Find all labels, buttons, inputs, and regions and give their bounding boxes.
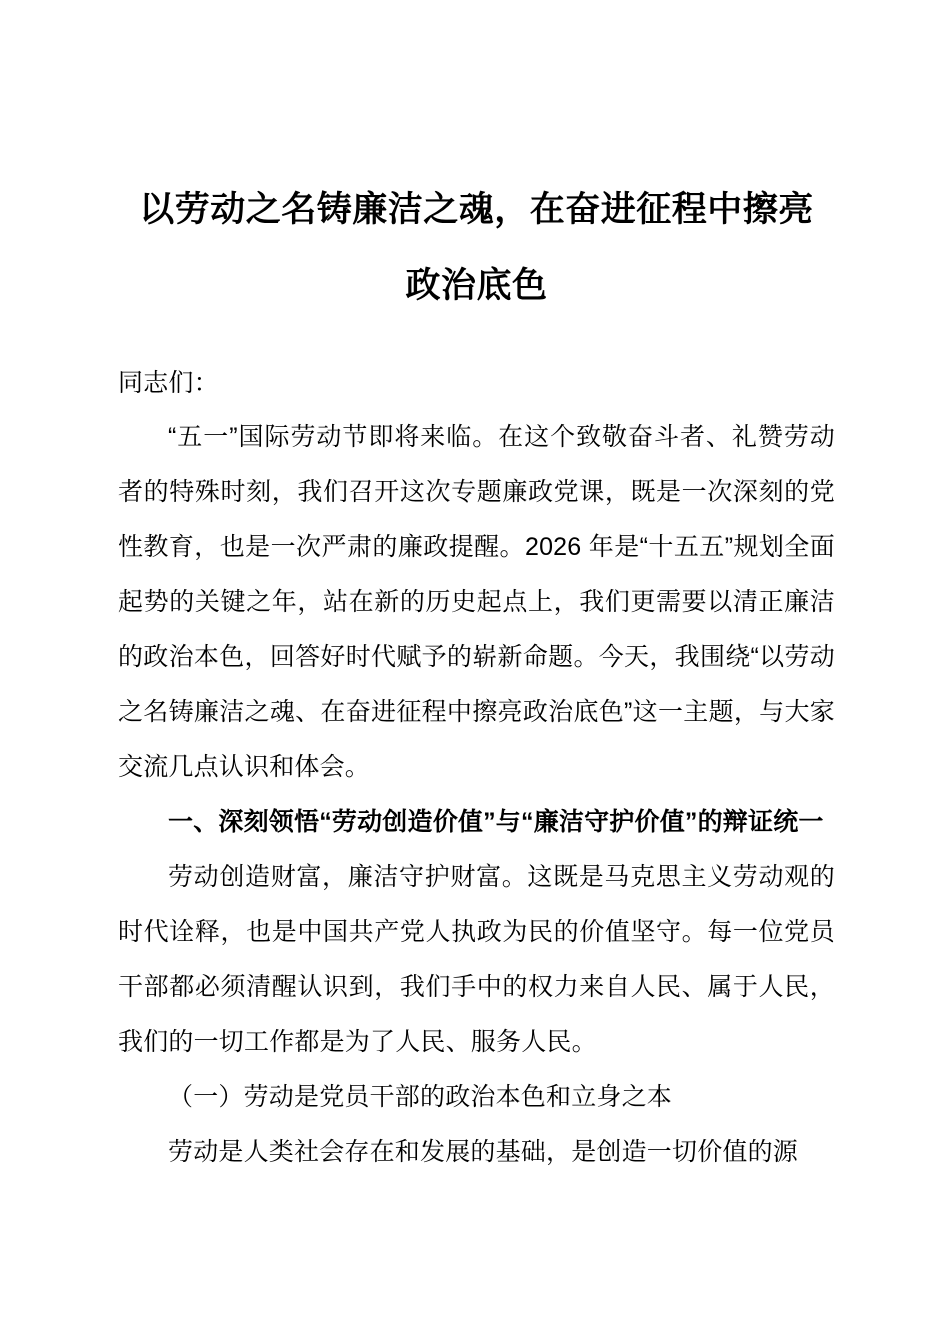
section-heading-1: 一、深刻领悟“劳动创造价值”与“廉洁守护价值”的辩证统一 <box>168 808 824 836</box>
section-heading-2: （一）劳动是党员干部的政治本色和立身之本 <box>168 1083 673 1111</box>
body-paragraph-2: 劳动创造财富，廉洁守护财富。这既是马克思主义劳动观的时代诠释，也是中国共产党人执政为民的价值坚守。每一位党员干部都必须清醒认识到，我们手中的权力来自人民、属于人民，我们的一切工作都是为了人民、服务人民。 <box>118 863 835 1056</box>
page-title <box>118 0 835 324</box>
page-title-line-1: 以劳动之名铸廉洁之魂，在奋进征程中擦亮 <box>139 190 814 229</box>
body-paragraph-3: 劳动是人类社会存在和发展的基础，是创造一切价值的源 <box>168 1138 799 1166</box>
body-paragraph-1: “五一”国际劳动节即将来临。在这个致敬奋斗者、礼赞劳动者的特殊时刻，我们召开这次专题廉政党课，既是一次深刻的党性教育，也是一次严肃的廉政提醒。2026 年是“十五五”规划全面起势的关键之年，站在新的历史起点上，我们更需要以清正廉洁的政治本色，回答好时代赋予的崭新命题。今天，我围绕“以劳动之名铸廉洁之魂、在奋进征程中擦亮政治底色”这一主题，与大家交流几点认识和体会。 <box>118 423 835 781</box>
salutation: 同志们： <box>118 369 219 397</box>
page-title-line-2: 政治底色 <box>405 266 548 305</box>
